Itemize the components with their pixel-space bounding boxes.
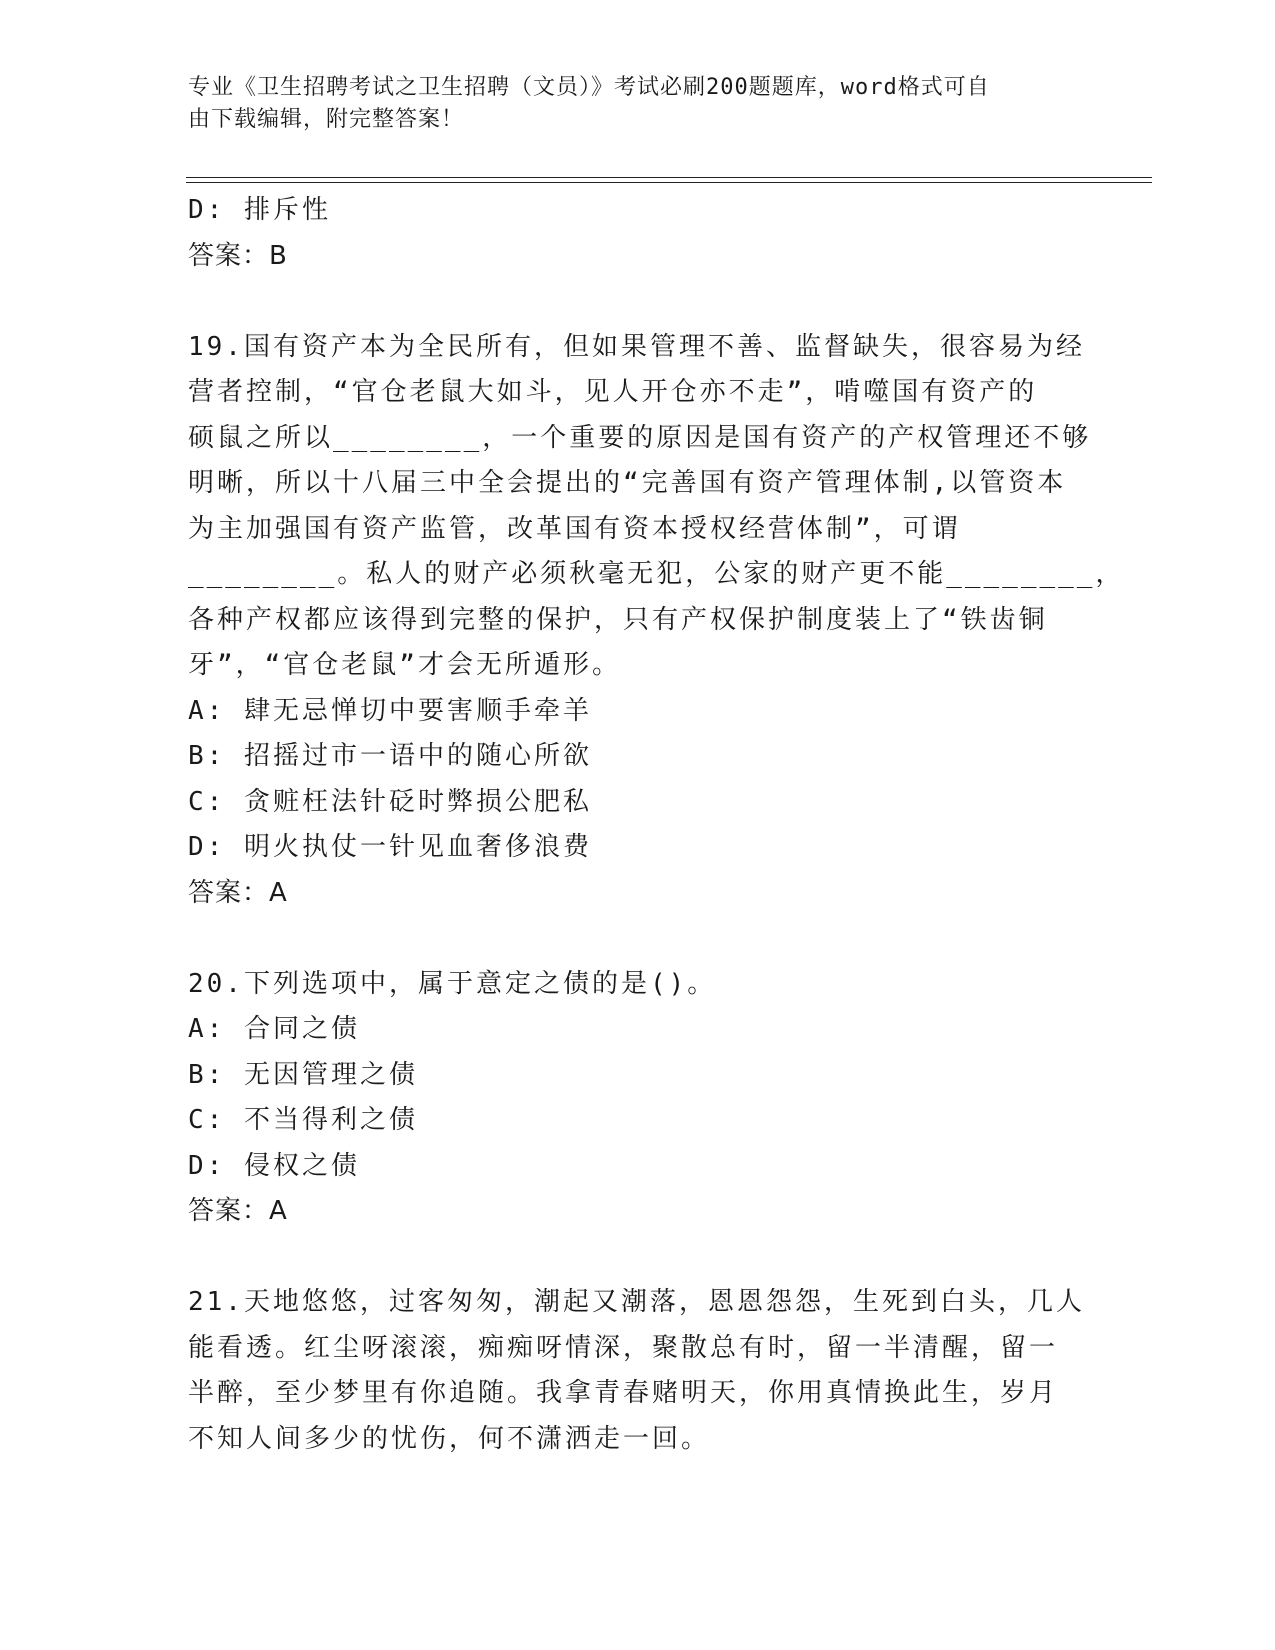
header-line-1: 专业《卫生招聘考试之卫生招聘（文员）》考试必刷200题题库，word格式可自: [188, 75, 990, 100]
answer-line: 答案：A: [188, 877, 288, 908]
option-d: D: 排斥性: [188, 195, 331, 225]
question-stem-line: 明晰，所以十八届三中全会提出的“完善国有资产管理体制,以管资本: [188, 468, 1067, 498]
question-stem-line: 19.国有资产本为全民所有，但如果管理不善、监督缺失，很容易为经: [188, 331, 1085, 362]
question-20: [188, 962, 1088, 1235]
question-stem-line: 半醉，至少梦里有你追随。我拿青春赌明天，你用真情换此生，岁月: [188, 1378, 1059, 1408]
option-b: B: 无因管理之债: [188, 1059, 418, 1090]
header-rule-bottom: [186, 182, 1152, 183]
answer-line: 答案：A: [188, 1196, 288, 1226]
option-b: B: 招摇过市一语中的随心所欲: [188, 741, 592, 771]
option-a: A: 合同之债: [188, 1014, 360, 1044]
header-line-2: 由下载编辑，附完整答案！: [188, 107, 465, 132]
option-d: D: 明火执仗一针见血奢侈浪费: [188, 832, 592, 862]
option-c: C: 不当得利之债: [188, 1105, 418, 1135]
document-header: [188, 72, 1068, 136]
option-d: D: 侵权之债: [188, 1150, 360, 1181]
question-stem-line: 为主加强国有资产监管，改革国有资本授权经营体制”，可谓: [188, 513, 961, 544]
answer-line: 答案：B: [188, 240, 288, 271]
question-19: [188, 325, 1125, 917]
question-stem-line: 牙”，“官仓老鼠”才会无所遁形。: [188, 650, 621, 680]
header-rule-top: [186, 177, 1152, 178]
question-stem-line: 营者控制，“官仓老鼠大如斗，见人开仓亦不走”，啃噬国有资产的: [188, 377, 1038, 407]
question-stem-line: ________。私人的财产必须秋毫无犯，公家的财产更不能________，: [188, 559, 1125, 589]
question-stem-line: 各种产权都应该得到完整的保护，只有产权保护制度装上了“铁齿铜: [188, 604, 1048, 635]
question-stem-line: 能看透。红尘呀滚滚，痴痴呀情深，聚散总有时，留一半清醒，留一: [188, 1332, 1059, 1363]
question-stem-line: 不知人间多少的忧伤，何不潇洒走一回。: [188, 1423, 711, 1454]
prev-question-tail: [188, 188, 1088, 279]
option-a: A: 肆无忌惮切中要害顺手牵羊: [188, 695, 592, 726]
document-body: [188, 188, 1125, 1462]
question-stem-line: 硕鼠之所以________，一个重要的原因是国有资产的产权管理还不够: [188, 422, 1092, 453]
option-c: C: 贪赃枉法针砭时弊损公肥私: [188, 786, 592, 817]
question-stem-line: 21.天地悠悠，过客匆匆，潮起又潮落，恩恩怨怨，生死到白头，几人: [188, 1287, 1085, 1317]
question-21: [188, 1280, 1088, 1462]
question-stem-line: 20.下列选项中，属于意定之债的是()。: [188, 968, 717, 999]
